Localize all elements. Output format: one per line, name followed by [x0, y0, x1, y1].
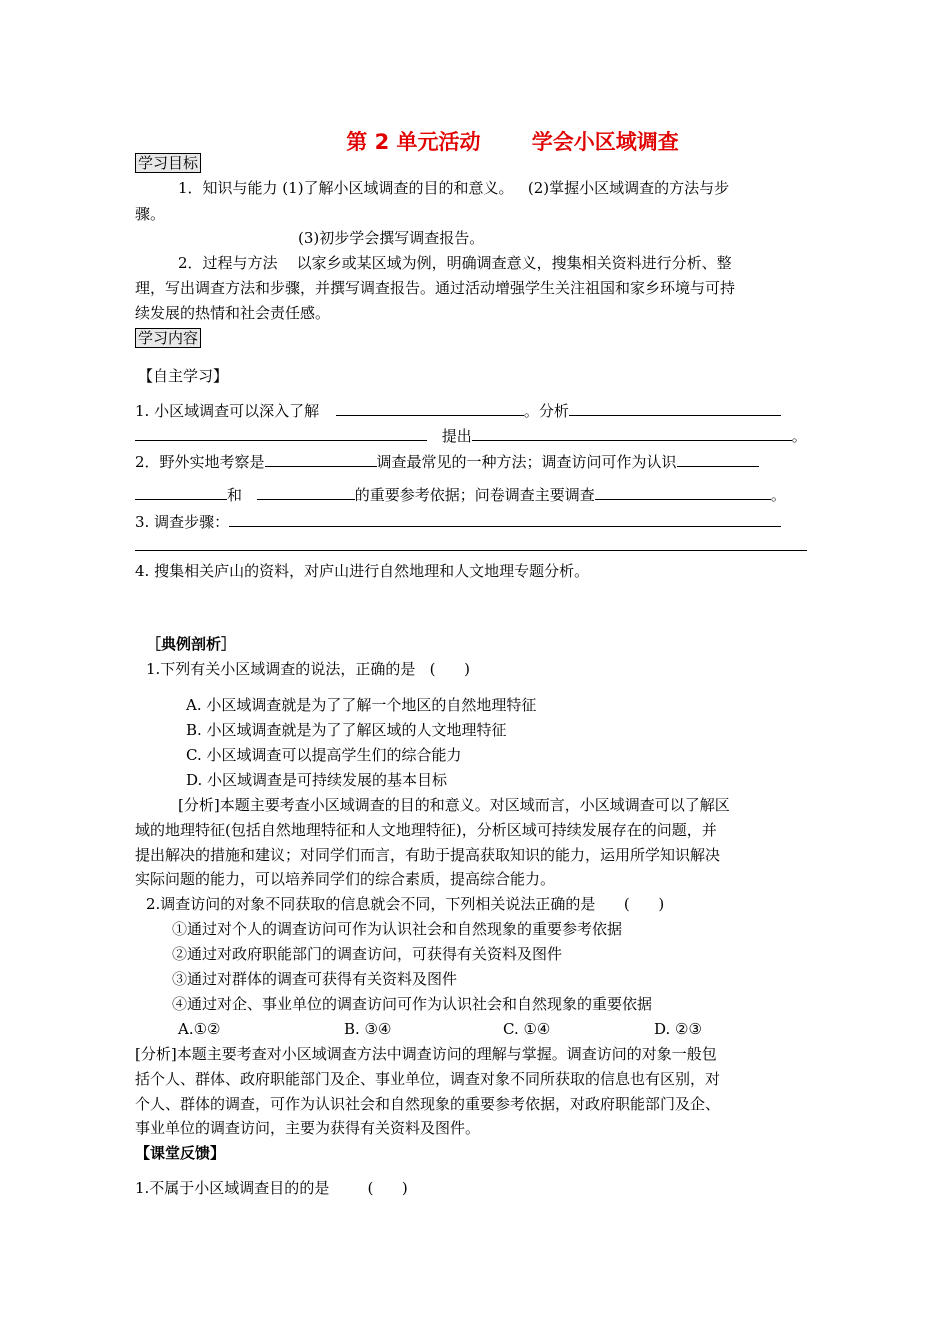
answer-blank[interactable]: [135, 426, 427, 441]
self-q1-text-b: 。分析: [523, 402, 569, 420]
example-2-choice-a: A.①②: [178, 1020, 221, 1038]
self-q2-text-c: 和: [227, 486, 243, 504]
example-2-statement-4: ④通过对企、事业单位的调查访问可作为认识社会和自然现象的重要依据: [172, 995, 653, 1013]
self-q2-line-a: [135, 452, 759, 472]
goals-heading: [135, 153, 201, 173]
example-2-choice-d: D. ②③: [654, 1020, 702, 1038]
content-heading: [135, 328, 201, 348]
answer-blank[interactable]: [677, 452, 759, 467]
example-1-option-c: C. 小区域调查可以提高学生们的综合能力: [186, 746, 462, 764]
examples-heading: ［典例剖析］: [146, 635, 237, 653]
answer-blank[interactable]: [229, 512, 781, 527]
example-2-analysis-1: [分析]本题主要考查对小区域调查方法中调查访问的理解与掌握。调查访问的对象一般包: [135, 1045, 717, 1063]
example-2-analysis-3: 个人、群体的调查，可作为认识社会和自然现象的重要参考依据，对政府职能部门及企、: [135, 1095, 721, 1113]
goal-2-line-c: 续发展的热情和社会责任感。: [135, 304, 331, 322]
example-2-choice-c: C. ①④: [503, 1020, 551, 1038]
example-2-statement-2: ②通过对政府职能部门的调查访问，可获得有关资料及图件: [172, 945, 563, 963]
example-2-statement-1: ①通过对个人的调查访问可作为认识社会和自然现象的重要参考依据: [172, 920, 623, 938]
example-1-option-b: B. 小区域调查就是为了了解区域的人文地理特征: [186, 721, 507, 739]
self-q2-text-a: 2．野外实地考察是: [135, 453, 265, 471]
answer-blank[interactable]: [472, 426, 792, 441]
self-q2-line-b: [135, 485, 786, 505]
self-q1-text-d: 。: [791, 427, 807, 445]
feedback-q1: 1.不属于小区域调查目的的是 ( ): [135, 1179, 408, 1197]
goal-1-line-b: 骤。: [135, 205, 166, 223]
answer-blank[interactable]: [569, 401, 781, 416]
self-q1-line-a: [135, 401, 781, 421]
example-1-analysis-3: 提出解决的措施和建议；对同学们而言，有助于提高获取知识的能力，运用所学知识解决: [135, 846, 721, 864]
example-1-option-d: D. 小区域调查是可持续发展的基本目标: [186, 771, 448, 789]
self-q1-line-b: [135, 426, 807, 446]
answer-blank[interactable]: [257, 485, 355, 500]
example-1-analysis-2: 域的地理特征(包括自然地理特征和人文地理特征)，分析区域可持续发展存在的问题，并: [135, 821, 717, 839]
self-study-heading: 【自主学习】: [138, 367, 229, 385]
goal-1-line-c: (3)初步学会撰写调查报告。: [298, 229, 485, 247]
self-q2-text-d: 的重要参考依据；问卷调查主要调查: [354, 486, 595, 504]
self-q2-text-e: 。: [770, 486, 786, 504]
feedback-heading: 【课堂反馈】: [135, 1144, 226, 1162]
self-q2-text-b: 调查最常见的一种方法；调查访问可作为认识: [376, 453, 677, 471]
goal-2-line-b: 理，写出调查方法和步骤，并撰写调查报告。通过活动增强学生关注祖国和家乡环境与可持: [135, 279, 736, 297]
example-2-analysis-4: 事业单位的调查访问，主要为获得有关资料及图件。: [135, 1119, 481, 1137]
self-q4-line: 4. 搜集相关庐山的资料，对庐山进行自然地理和人文地理专题分析。: [135, 562, 590, 580]
page-title: 第 2 单元活动 学会小区域调查: [346, 130, 679, 154]
example-1-analysis-4: 实际问题的能力，可以培养同学们的综合素质，提高综合能力。: [135, 870, 556, 888]
self-q3-line: [135, 512, 781, 532]
example-1-option-a: A. 小区域调查就是为了了解一个地区的自然地理特征: [186, 696, 537, 714]
answer-blank[interactable]: [135, 485, 227, 500]
example-2-choice-b: B. ③④: [344, 1020, 392, 1038]
example-2-analysis-2: 括个人、群体、政府职能部门及企、事业单位，调查对象不同所获取的信息也有区别，对: [135, 1070, 721, 1088]
self-q1-text-c: 提出: [441, 427, 472, 445]
goal-2-line-a: 2．过程与方法 以家乡或某区域为例，明确调查意义，搜集相关资料进行分析、整: [178, 254, 732, 272]
example-2-stem: 2.调查访问的对象不同获取的信息就会不同，下列相关说法正确的是 ( ): [146, 895, 665, 913]
example-1-stem: 1.下列有关小区域调查的说法，正确的是 ( ): [146, 660, 470, 678]
answer-blank-full[interactable]: [135, 550, 807, 551]
example-2-statement-3: ③通过对群体的调查可获得有关资料及图件: [172, 970, 458, 988]
self-q3-text: 3. 调查步骤：: [135, 513, 230, 531]
goals-label: 学习目标: [135, 153, 201, 173]
answer-blank[interactable]: [595, 485, 771, 500]
goal-1-line-a: 1．知识与能力 (1)了解小区域调查的目的和意义。 (2)掌握小区域调查的方法与步: [178, 179, 730, 197]
example-1-analysis-1: [分析]本题主要考查小区域调查的目的和意义。对区域而言，小区域调查可以了解区: [178, 796, 730, 814]
answer-blank[interactable]: [336, 401, 524, 416]
self-q1-text-a: 1. 小区域调查可以深入了解: [135, 402, 320, 420]
answer-blank[interactable]: [265, 452, 377, 467]
content-label: 学习内容: [135, 328, 201, 348]
